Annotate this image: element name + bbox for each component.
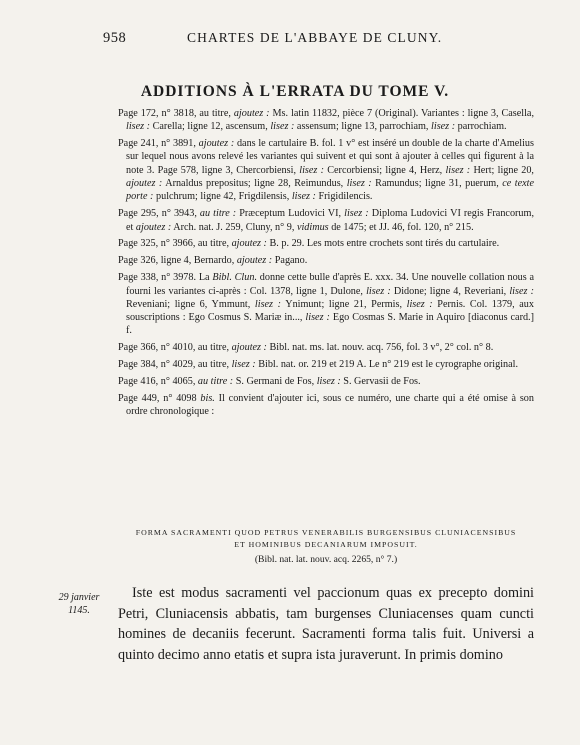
page-number: 958 — [103, 30, 127, 46]
errata-list — [118, 107, 534, 422]
errata-entry: Page 295, n° 3943, au titre : Præceptum Ludovici VI, lisez : Diploma Ludovici VI regis Francorum, et ajoutez : Arch. nat. J. 259, Cluny, n° 9, vidimus de 1475; et JJ. 46, fol. 120, n° 215. — [118, 208, 534, 233]
errata-entry: Page 338, n° 3978. La Bibl. Clun. donne cette bulle d'après E. xxx. 34. Une nouvelle collation nous a fourni les variantes ci-après : Col. 1378, ligne 1, Dulone, lisez : Didone; ligne 4, Reveriani, lisez : Reveniani; ligne 6, Ymmunt, lisez : Ynimunt; ligne 21, Permis, lisez : Pernis. Col. 1379, aux souscriptions : Ego Cosmus S. Mariæ in..., lisez : Ego Cosmas S. Marie in Aquiro [diaconus card.] f. — [118, 272, 535, 337]
charter-source: (Bibl. nat. lat. nouv. acq. 2265, n° 7.) — [254, 554, 398, 565]
errata-entry: Page 366, n° 4010, au titre, ajoutez : Bibl. nat. ms. lat. nouv. acq. 756, fol. 3 v°, 2° col. n° 8. — [118, 342, 494, 354]
errata-entry: Page 449, n° 4098 bis. Il convient d'ajouter ici, sous ce numéro, une charte qui a été omise à son ordre chronologique : — [118, 392, 534, 418]
charter-heading-line-2: ET HOMINIBUS DECANIARUM IMPOSUIT. — [234, 540, 418, 549]
errata-entry: Page 241, n° 3891, ajoutez : dans le cartulaire B. fol. 1 v° est inséré un double de la charte d'Amelius sur lequel nous avons relevé les variantes qui suivent et qui sont à ajouter à celles qui figurent à la note 3. Page 578, ligne 3, Chercorbiensi, lisez : Cercorbiensi; ligne 4, Herz, lisez : Hert; ligne 20, ajoutez : Arnaldus prepositus; ligne 28, Reimundus, lisez : Ramundus; ligne 31, puerum, ce texte porte : pulchrum; ligne 42, Frigdilensis, lisez : Frigidilencis. — [118, 138, 534, 203]
charter-heading-line-1: FORMA SACRAMENTI QUOD PETRUS VENERABILIS BURGENSIBUS CLUNIACENSIBUS — [135, 528, 517, 537]
errata-entry: Page 384, n° 4029, au titre, lisez : Bibl. nat. or. 219 et 219 A. Le n° 219 est le cyrographe original. — [118, 359, 519, 371]
charter-text: Iste est modus sacramenti vel paccionum quas ex precepto domini Petri, Cluniacensis abbatis, tam burgenses Cluniacenses quam cuncti homines de decaniis fecerunt. Sacramenti forma talis fuit. Universi a quinto decimo anno etatis et supra ista juraverunt. In primis domino — [118, 585, 534, 663]
errata-entry: Page 416, n° 4065, au titre : S. Germani de Fos, lisez : S. Gervasii de Fos. — [118, 376, 421, 388]
errata-entry: Page 326, ligne 4, Bernardo, ajoutez : Pagano. — [118, 255, 308, 267]
section-title: ADDITIONS À L'ERRATA DU TOME V. — [140, 83, 450, 100]
running-header — [103, 30, 483, 50]
margin-date — [54, 591, 104, 617]
charter-body — [118, 583, 534, 665]
margin-date-year: 1145. — [68, 605, 90, 616]
running-title: CHARTES DE L'ABBAYE DE CLUNY. — [187, 30, 443, 45]
errata-entry: Page 172, n° 3818, au titre, ajoutez : Ms. latin 11832, pièce 7 (Original). Variantes : ligne 3, Casella, lisez : Carella; ligne 12, ascensum, lisez : assensum; ligne 13, parrochiam, lisez : parrochiam. — [118, 108, 534, 133]
errata-entry: Page 325, n° 3966, au titre, ajoutez : B. p. 29. Les mots entre crochets sont tirés du cartulaire. — [118, 238, 500, 250]
margin-date-day: 29 janvier — [58, 592, 100, 603]
charter-heading — [118, 527, 534, 569]
